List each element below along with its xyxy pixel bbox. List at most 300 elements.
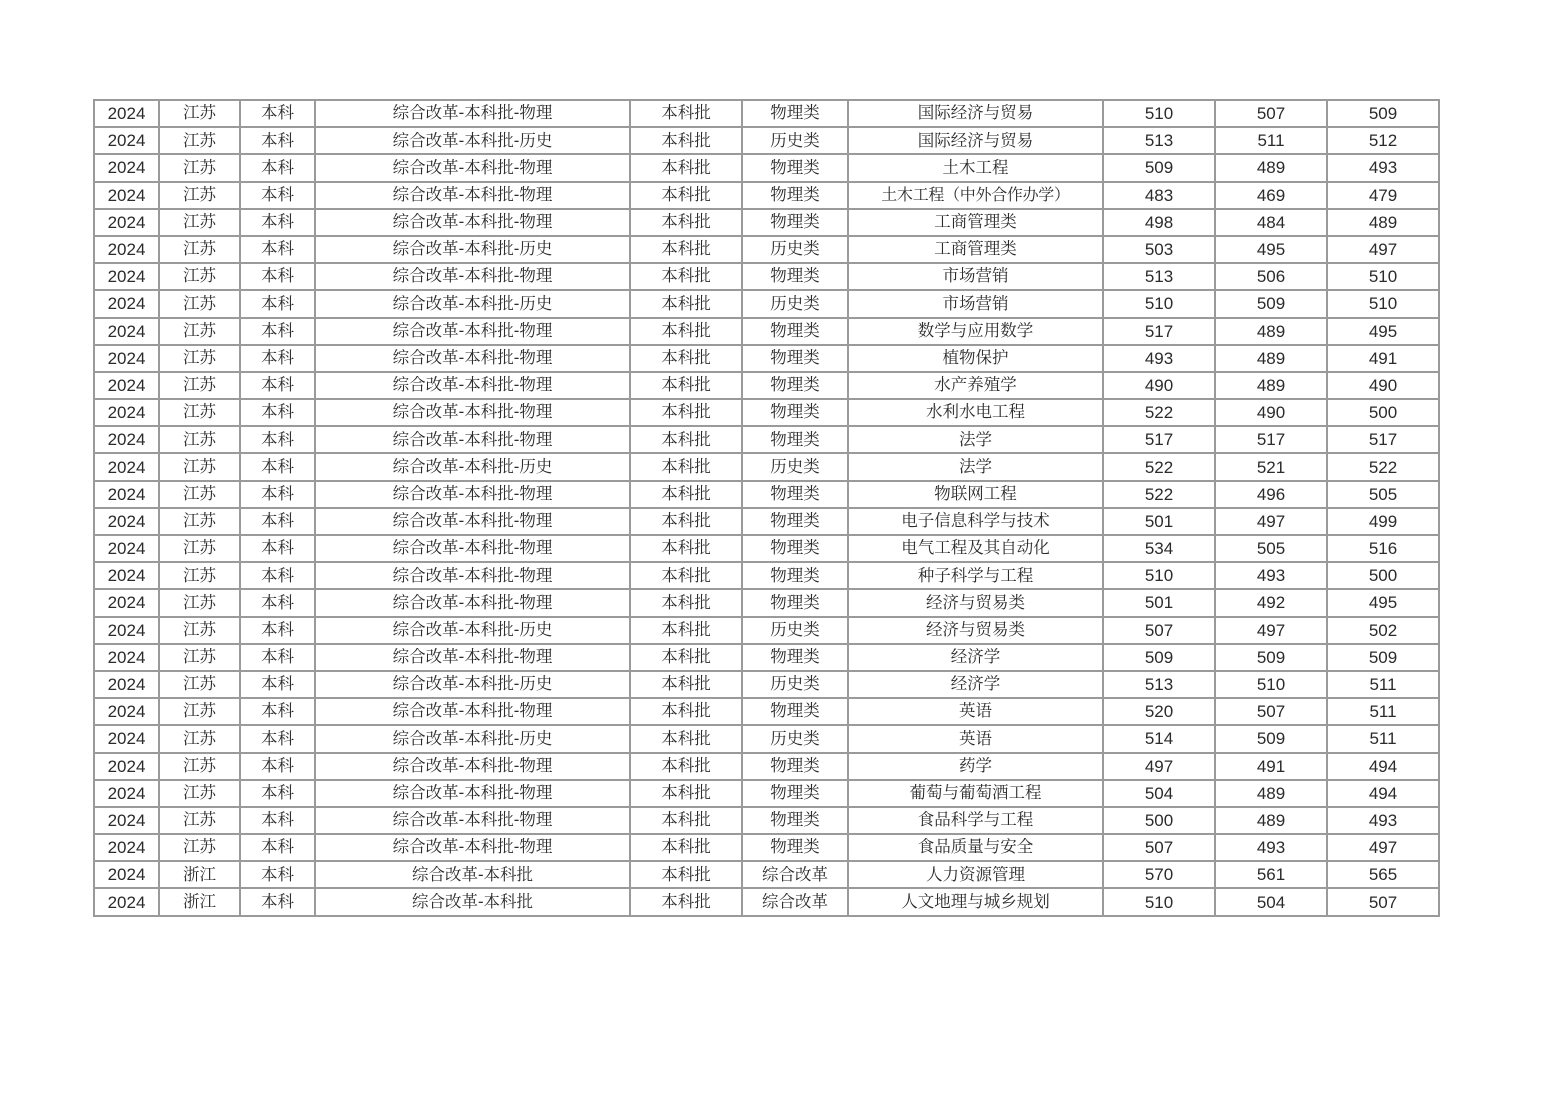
level-cell: 本科 [240, 698, 315, 725]
subject-type-cell: 物理类 [742, 154, 848, 181]
batch-cell: 本科批 [630, 589, 742, 616]
batch-category-cell: 综合改革-本科批-物理 [315, 426, 630, 453]
major-cell: 国际经济与贸易 [848, 100, 1103, 127]
batch-cell: 本科批 [630, 236, 742, 263]
min-score-cell: 489 [1215, 780, 1327, 807]
level-cell: 本科 [240, 127, 315, 154]
min-score-cell: 507 [1215, 100, 1327, 127]
major-cell: 经济学 [848, 644, 1103, 671]
table-row [94, 535, 1439, 562]
major-cell: 电子信息科学与技术 [848, 508, 1103, 535]
year-cell: 2024 [94, 182, 159, 209]
table-row [94, 481, 1439, 508]
province-cell: 江苏 [159, 644, 240, 671]
batch-category-cell: 综合改革-本科批-物理 [315, 263, 630, 290]
year-cell: 2024 [94, 888, 159, 915]
province-cell: 江苏 [159, 780, 240, 807]
table-row [94, 671, 1439, 698]
subject-type-cell: 历史类 [742, 290, 848, 317]
avg-score-cell: 499 [1327, 508, 1439, 535]
table-row [94, 589, 1439, 616]
avg-score-cell: 511 [1327, 698, 1439, 725]
avg-score-cell: 517 [1327, 426, 1439, 453]
batch-cell: 本科批 [630, 290, 742, 317]
batch-cell: 本科批 [630, 725, 742, 752]
avg-score-cell: 510 [1327, 263, 1439, 290]
batch-cell: 本科批 [630, 508, 742, 535]
level-cell: 本科 [240, 589, 315, 616]
min-score-cell: 517 [1215, 426, 1327, 453]
province-cell: 江苏 [159, 100, 240, 127]
max-score-cell: 517 [1103, 426, 1215, 453]
max-score-cell: 483 [1103, 182, 1215, 209]
province-cell: 江苏 [159, 807, 240, 834]
batch-category-cell: 综合改革-本科批 [315, 888, 630, 915]
avg-score-cell: 491 [1327, 345, 1439, 372]
table-row [94, 562, 1439, 589]
subject-type-cell: 物理类 [742, 481, 848, 508]
batch-category-cell: 综合改革-本科批-历史 [315, 671, 630, 698]
avg-score-cell: 511 [1327, 725, 1439, 752]
avg-score-cell: 493 [1327, 807, 1439, 834]
max-score-cell: 522 [1103, 481, 1215, 508]
table-row [94, 100, 1439, 127]
max-score-cell: 500 [1103, 807, 1215, 834]
batch-category-cell: 综合改革-本科批-物理 [315, 644, 630, 671]
max-score-cell: 514 [1103, 725, 1215, 752]
batch-category-cell: 综合改革-本科批-历史 [315, 236, 630, 263]
level-cell: 本科 [240, 562, 315, 589]
major-cell: 法学 [848, 426, 1103, 453]
max-score-cell: 507 [1103, 617, 1215, 644]
province-cell: 江苏 [159, 182, 240, 209]
batch-category-cell: 综合改革-本科批-物理 [315, 508, 630, 535]
max-score-cell: 520 [1103, 698, 1215, 725]
major-cell: 种子科学与工程 [848, 562, 1103, 589]
max-score-cell: 510 [1103, 290, 1215, 317]
province-cell: 江苏 [159, 725, 240, 752]
major-cell: 土木工程（中外合作办学） [848, 182, 1103, 209]
year-cell: 2024 [94, 535, 159, 562]
batch-cell: 本科批 [630, 263, 742, 290]
major-cell: 英语 [848, 725, 1103, 752]
year-cell: 2024 [94, 236, 159, 263]
level-cell: 本科 [240, 508, 315, 535]
major-cell: 英语 [848, 698, 1103, 725]
batch-cell: 本科批 [630, 399, 742, 426]
table-row [94, 861, 1439, 888]
batch-category-cell: 综合改革-本科批-历史 [315, 453, 630, 480]
major-cell: 法学 [848, 453, 1103, 480]
min-score-cell: 492 [1215, 589, 1327, 616]
max-score-cell: 522 [1103, 399, 1215, 426]
avg-score-cell: 489 [1327, 209, 1439, 236]
year-cell: 2024 [94, 508, 159, 535]
year-cell: 2024 [94, 589, 159, 616]
table-row [94, 888, 1439, 915]
max-score-cell: 501 [1103, 589, 1215, 616]
batch-cell: 本科批 [630, 127, 742, 154]
subject-type-cell: 历史类 [742, 725, 848, 752]
batch-cell: 本科批 [630, 453, 742, 480]
max-score-cell: 534 [1103, 535, 1215, 562]
level-cell: 本科 [240, 535, 315, 562]
year-cell: 2024 [94, 780, 159, 807]
subject-type-cell: 物理类 [742, 318, 848, 345]
province-cell: 江苏 [159, 426, 240, 453]
max-score-cell: 493 [1103, 345, 1215, 372]
batch-category-cell: 综合改革-本科批-历史 [315, 617, 630, 644]
batch-category-cell: 综合改革-本科批-物理 [315, 535, 630, 562]
major-cell: 植物保护 [848, 345, 1103, 372]
avg-score-cell: 493 [1327, 154, 1439, 181]
province-cell: 江苏 [159, 535, 240, 562]
subject-type-cell: 历史类 [742, 236, 848, 263]
batch-cell: 本科批 [630, 318, 742, 345]
subject-type-cell: 物理类 [742, 508, 848, 535]
batch-category-cell: 综合改革-本科批-物理 [315, 372, 630, 399]
level-cell: 本科 [240, 671, 315, 698]
min-score-cell: 489 [1215, 318, 1327, 345]
batch-category-cell: 综合改革-本科批-物理 [315, 562, 630, 589]
province-cell: 江苏 [159, 481, 240, 508]
batch-cell: 本科批 [630, 535, 742, 562]
table-row [94, 372, 1439, 399]
province-cell: 江苏 [159, 834, 240, 861]
year-cell: 2024 [94, 617, 159, 644]
max-score-cell: 513 [1103, 671, 1215, 698]
batch-category-cell: 综合改革-本科批-物理 [315, 345, 630, 372]
table-row [94, 209, 1439, 236]
max-score-cell: 513 [1103, 263, 1215, 290]
year-cell: 2024 [94, 100, 159, 127]
subject-type-cell: 物理类 [742, 209, 848, 236]
table-row [94, 508, 1439, 535]
major-cell: 市场营销 [848, 263, 1103, 290]
batch-cell: 本科批 [630, 345, 742, 372]
major-cell: 国际经济与贸易 [848, 127, 1103, 154]
batch-cell: 本科批 [630, 861, 742, 888]
avg-score-cell: 479 [1327, 182, 1439, 209]
avg-score-cell: 494 [1327, 753, 1439, 780]
max-score-cell: 510 [1103, 888, 1215, 915]
min-score-cell: 561 [1215, 861, 1327, 888]
major-cell: 人力资源管理 [848, 861, 1103, 888]
min-score-cell: 511 [1215, 127, 1327, 154]
subject-type-cell: 综合改革 [742, 888, 848, 915]
min-score-cell: 469 [1215, 182, 1327, 209]
min-score-cell: 497 [1215, 617, 1327, 644]
max-score-cell: 507 [1103, 834, 1215, 861]
batch-cell: 本科批 [630, 426, 742, 453]
year-cell: 2024 [94, 861, 159, 888]
avg-score-cell: 565 [1327, 861, 1439, 888]
avg-score-cell: 500 [1327, 562, 1439, 589]
subject-type-cell: 物理类 [742, 182, 848, 209]
table-row [94, 807, 1439, 834]
avg-score-cell: 502 [1327, 617, 1439, 644]
subject-type-cell: 物理类 [742, 834, 848, 861]
level-cell: 本科 [240, 100, 315, 127]
batch-cell: 本科批 [630, 562, 742, 589]
subject-type-cell: 物理类 [742, 780, 848, 807]
table-row [94, 154, 1439, 181]
avg-score-cell: 516 [1327, 535, 1439, 562]
avg-score-cell: 497 [1327, 834, 1439, 861]
year-cell: 2024 [94, 399, 159, 426]
province-cell: 江苏 [159, 617, 240, 644]
avg-score-cell: 522 [1327, 453, 1439, 480]
subject-type-cell: 历史类 [742, 617, 848, 644]
year-cell: 2024 [94, 807, 159, 834]
province-cell: 江苏 [159, 589, 240, 616]
province-cell: 江苏 [159, 671, 240, 698]
level-cell: 本科 [240, 236, 315, 263]
major-cell: 人文地理与城乡规划 [848, 888, 1103, 915]
batch-category-cell: 综合改革-本科批-物理 [315, 753, 630, 780]
avg-score-cell: 495 [1327, 318, 1439, 345]
year-cell: 2024 [94, 562, 159, 589]
table-row [94, 453, 1439, 480]
subject-type-cell: 物理类 [742, 698, 848, 725]
min-score-cell: 495 [1215, 236, 1327, 263]
batch-cell: 本科批 [630, 481, 742, 508]
batch-category-cell: 综合改革-本科批-物理 [315, 807, 630, 834]
subject-type-cell: 历史类 [742, 127, 848, 154]
min-score-cell: 507 [1215, 698, 1327, 725]
batch-cell: 本科批 [630, 753, 742, 780]
table-row [94, 399, 1439, 426]
province-cell: 江苏 [159, 263, 240, 290]
avg-score-cell: 507 [1327, 888, 1439, 915]
level-cell: 本科 [240, 209, 315, 236]
major-cell: 物联网工程 [848, 481, 1103, 508]
level-cell: 本科 [240, 834, 315, 861]
table-row [94, 834, 1439, 861]
major-cell: 药学 [848, 753, 1103, 780]
min-score-cell: 496 [1215, 481, 1327, 508]
batch-category-cell: 综合改革-本科批-物理 [315, 481, 630, 508]
subject-type-cell: 物理类 [742, 426, 848, 453]
subject-type-cell: 物理类 [742, 399, 848, 426]
table-body [94, 100, 1439, 916]
province-cell: 江苏 [159, 753, 240, 780]
province-cell: 江苏 [159, 290, 240, 317]
year-cell: 2024 [94, 644, 159, 671]
subject-type-cell: 物理类 [742, 372, 848, 399]
table-row [94, 698, 1439, 725]
year-cell: 2024 [94, 318, 159, 345]
batch-category-cell: 综合改革-本科批-物理 [315, 698, 630, 725]
year-cell: 2024 [94, 725, 159, 752]
avg-score-cell: 494 [1327, 780, 1439, 807]
level-cell: 本科 [240, 453, 315, 480]
table-row [94, 263, 1439, 290]
max-score-cell: 522 [1103, 453, 1215, 480]
level-cell: 本科 [240, 263, 315, 290]
batch-category-cell: 综合改革-本科批-历史 [315, 127, 630, 154]
min-score-cell: 491 [1215, 753, 1327, 780]
max-score-cell: 517 [1103, 318, 1215, 345]
batch-category-cell: 综合改革-本科批-物理 [315, 154, 630, 181]
level-cell: 本科 [240, 725, 315, 752]
year-cell: 2024 [94, 127, 159, 154]
province-cell: 江苏 [159, 372, 240, 399]
major-cell: 电气工程及其自动化 [848, 535, 1103, 562]
min-score-cell: 506 [1215, 263, 1327, 290]
batch-category-cell: 综合改革-本科批-物理 [315, 100, 630, 127]
avg-score-cell: 495 [1327, 589, 1439, 616]
level-cell: 本科 [240, 426, 315, 453]
province-cell: 江苏 [159, 453, 240, 480]
max-score-cell: 504 [1103, 780, 1215, 807]
level-cell: 本科 [240, 861, 315, 888]
avg-score-cell: 512 [1327, 127, 1439, 154]
min-score-cell: 505 [1215, 535, 1327, 562]
subject-type-cell: 物理类 [742, 535, 848, 562]
min-score-cell: 497 [1215, 508, 1327, 535]
batch-cell: 本科批 [630, 100, 742, 127]
batch-cell: 本科批 [630, 671, 742, 698]
min-score-cell: 489 [1215, 807, 1327, 834]
batch-category-cell: 综合改革-本科批-物理 [315, 834, 630, 861]
avg-score-cell: 497 [1327, 236, 1439, 263]
batch-category-cell: 综合改革-本科批 [315, 861, 630, 888]
year-cell: 2024 [94, 481, 159, 508]
table-row [94, 318, 1439, 345]
avg-score-cell: 511 [1327, 671, 1439, 698]
batch-cell: 本科批 [630, 182, 742, 209]
avg-score-cell: 509 [1327, 100, 1439, 127]
subject-type-cell: 物理类 [742, 263, 848, 290]
max-score-cell: 490 [1103, 372, 1215, 399]
level-cell: 本科 [240, 399, 315, 426]
province-cell: 江苏 [159, 127, 240, 154]
year-cell: 2024 [94, 671, 159, 698]
batch-cell: 本科批 [630, 209, 742, 236]
year-cell: 2024 [94, 753, 159, 780]
year-cell: 2024 [94, 154, 159, 181]
min-score-cell: 490 [1215, 399, 1327, 426]
year-cell: 2024 [94, 426, 159, 453]
table-row [94, 753, 1439, 780]
major-cell: 水利水电工程 [848, 399, 1103, 426]
level-cell: 本科 [240, 318, 315, 345]
max-score-cell: 497 [1103, 753, 1215, 780]
subject-type-cell: 物理类 [742, 100, 848, 127]
min-score-cell: 510 [1215, 671, 1327, 698]
province-cell: 浙江 [159, 888, 240, 915]
table-row [94, 182, 1439, 209]
major-cell: 市场营销 [848, 290, 1103, 317]
table-row [94, 345, 1439, 372]
subject-type-cell: 物理类 [742, 589, 848, 616]
min-score-cell: 489 [1215, 345, 1327, 372]
min-score-cell: 504 [1215, 888, 1327, 915]
major-cell: 经济学 [848, 671, 1103, 698]
major-cell: 土木工程 [848, 154, 1103, 181]
table-row [94, 725, 1439, 752]
avg-score-cell: 500 [1327, 399, 1439, 426]
province-cell: 江苏 [159, 698, 240, 725]
batch-category-cell: 综合改革-本科批-物理 [315, 780, 630, 807]
province-cell: 江苏 [159, 318, 240, 345]
subject-type-cell: 物理类 [742, 807, 848, 834]
major-cell: 工商管理类 [848, 236, 1103, 263]
major-cell: 水产养殖学 [848, 372, 1103, 399]
major-cell: 食品科学与工程 [848, 807, 1103, 834]
max-score-cell: 509 [1103, 644, 1215, 671]
min-score-cell: 484 [1215, 209, 1327, 236]
min-score-cell: 493 [1215, 562, 1327, 589]
score-table [93, 99, 1440, 917]
batch-cell: 本科批 [630, 372, 742, 399]
avg-score-cell: 490 [1327, 372, 1439, 399]
batch-category-cell: 综合改革-本科批-历史 [315, 290, 630, 317]
min-score-cell: 509 [1215, 644, 1327, 671]
year-cell: 2024 [94, 698, 159, 725]
major-cell: 食品质量与安全 [848, 834, 1103, 861]
level-cell: 本科 [240, 345, 315, 372]
batch-category-cell: 综合改革-本科批-历史 [315, 725, 630, 752]
max-score-cell: 509 [1103, 154, 1215, 181]
batch-cell: 本科批 [630, 834, 742, 861]
batch-cell: 本科批 [630, 154, 742, 181]
year-cell: 2024 [94, 345, 159, 372]
province-cell: 江苏 [159, 209, 240, 236]
province-cell: 浙江 [159, 861, 240, 888]
min-score-cell: 509 [1215, 290, 1327, 317]
max-score-cell: 503 [1103, 236, 1215, 263]
level-cell: 本科 [240, 807, 315, 834]
batch-cell: 本科批 [630, 617, 742, 644]
min-score-cell: 493 [1215, 834, 1327, 861]
year-cell: 2024 [94, 290, 159, 317]
table-row [94, 780, 1439, 807]
min-score-cell: 489 [1215, 372, 1327, 399]
subject-type-cell: 综合改革 [742, 861, 848, 888]
level-cell: 本科 [240, 372, 315, 399]
max-score-cell: 513 [1103, 127, 1215, 154]
table-row [94, 617, 1439, 644]
batch-cell: 本科批 [630, 644, 742, 671]
level-cell: 本科 [240, 644, 315, 671]
subject-type-cell: 物理类 [742, 753, 848, 780]
province-cell: 江苏 [159, 562, 240, 589]
year-cell: 2024 [94, 263, 159, 290]
subject-type-cell: 物理类 [742, 345, 848, 372]
batch-category-cell: 综合改革-本科批-物理 [315, 399, 630, 426]
level-cell: 本科 [240, 290, 315, 317]
major-cell: 经济与贸易类 [848, 617, 1103, 644]
min-score-cell: 489 [1215, 154, 1327, 181]
table-row [94, 426, 1439, 453]
batch-category-cell: 综合改革-本科批-物理 [315, 209, 630, 236]
level-cell: 本科 [240, 182, 315, 209]
table-row [94, 290, 1439, 317]
province-cell: 江苏 [159, 508, 240, 535]
level-cell: 本科 [240, 481, 315, 508]
province-cell: 江苏 [159, 154, 240, 181]
province-cell: 江苏 [159, 236, 240, 263]
avg-score-cell: 510 [1327, 290, 1439, 317]
max-score-cell: 570 [1103, 861, 1215, 888]
table-row [94, 236, 1439, 263]
max-score-cell: 510 [1103, 562, 1215, 589]
year-cell: 2024 [94, 209, 159, 236]
min-score-cell: 521 [1215, 453, 1327, 480]
level-cell: 本科 [240, 888, 315, 915]
